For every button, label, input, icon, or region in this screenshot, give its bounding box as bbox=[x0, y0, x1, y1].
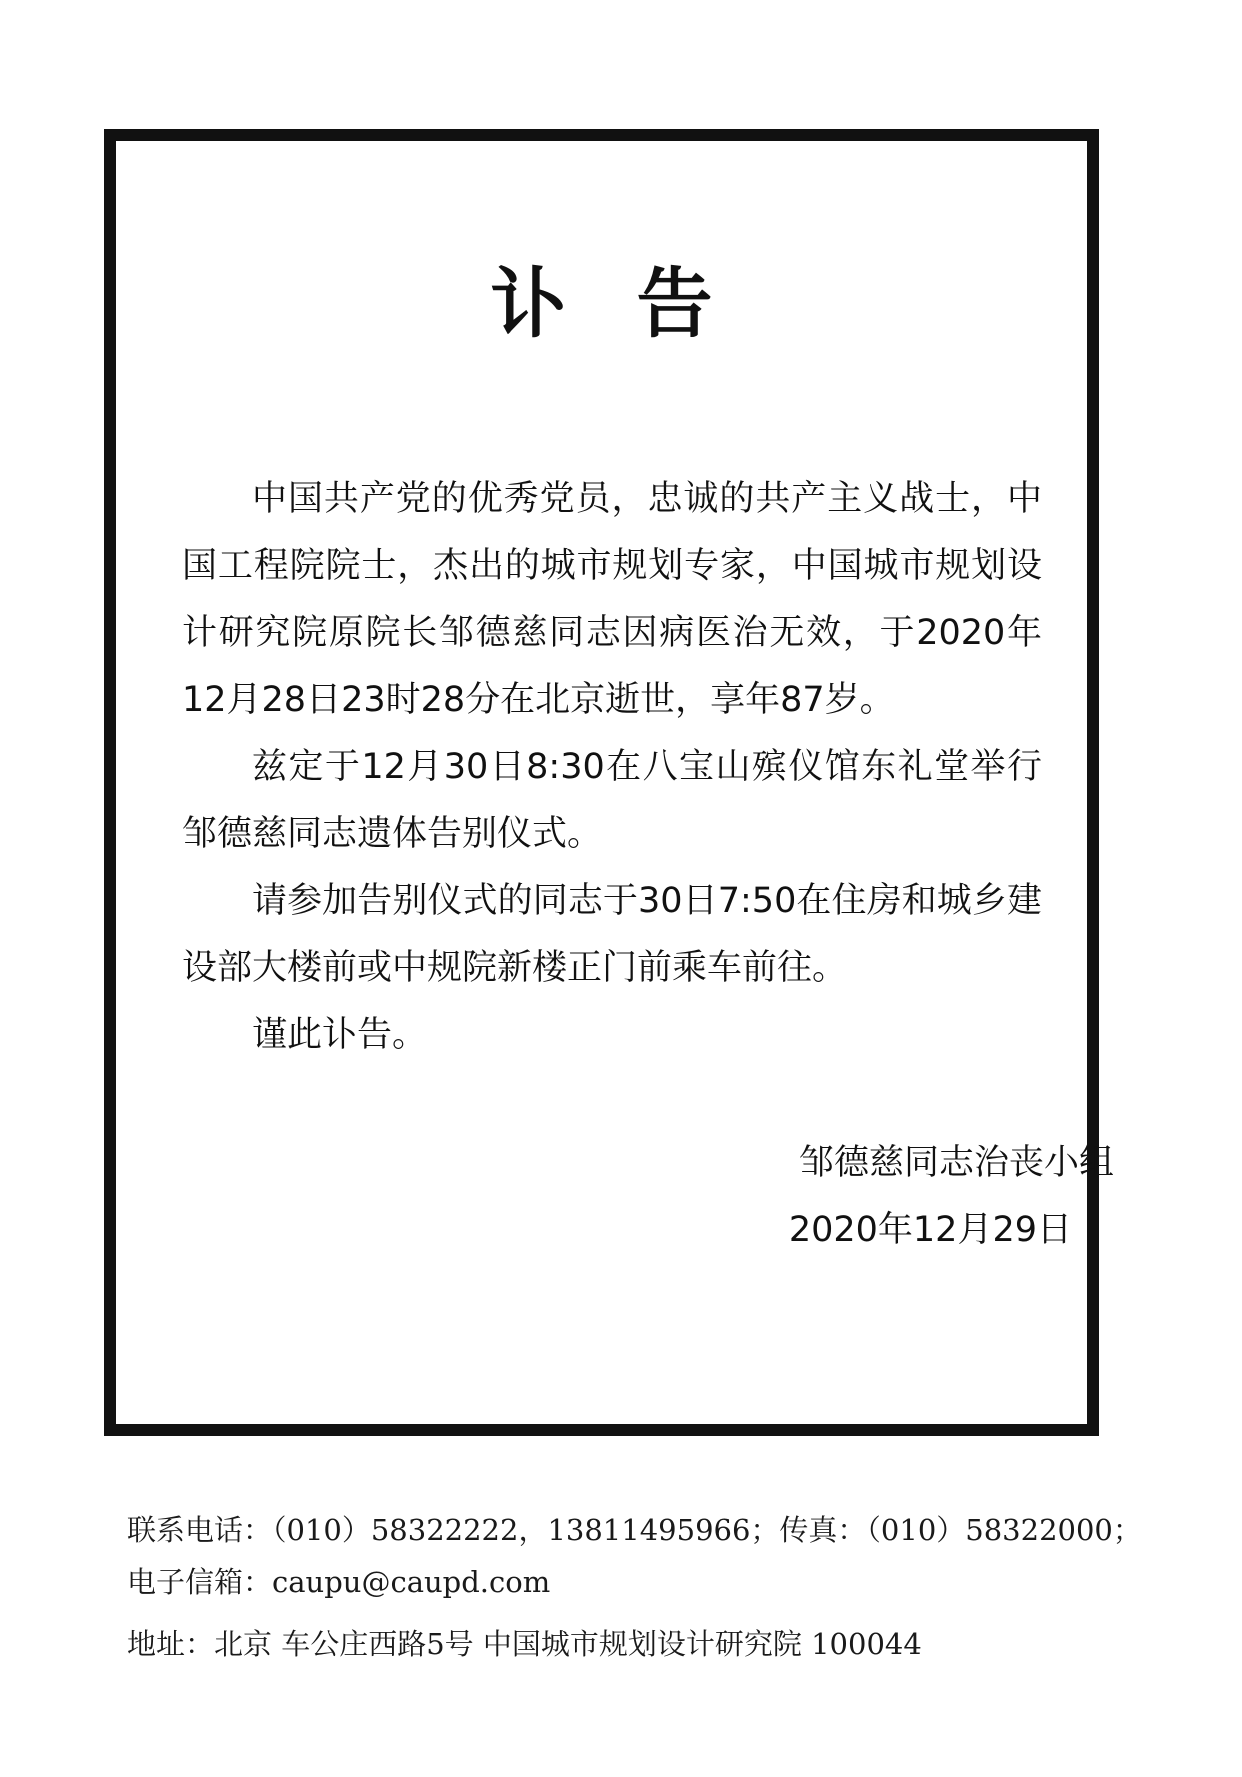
notice-paragraph-transport: 请参加告别仪式的同志于30日7:50在住房和城乡建设部大楼前或中规院新楼正门前乘车前往。 bbox=[182, 881, 1042, 988]
notice-paragraph-announcement: 中国共产党的优秀党员，忠诚的共产主义战士，中国工程院院士，杰出的城市规划专家，中国城市规划设计研究院原院长邹德慈同志因病医治无效，于2020年12月28日23时28分在北京逝世，享年87岁。 bbox=[182, 479, 1042, 720]
contact-email-label: 电子信箱： bbox=[127, 1565, 273, 1599]
contact-email-address[interactable]: caupu@caupd.com bbox=[272, 1565, 551, 1599]
signature-date: 2020年12月29日 bbox=[788, 1210, 1072, 1250]
notice-paragraph-closing: 谨此讣告。 bbox=[252, 1015, 428, 1055]
notice-body bbox=[182, 466, 1042, 1069]
notice-paragraph-ceremony: 兹定于12月30日8:30在八宝山殡仪馆东礼堂举行邹德慈同志遗体告别仪式。 bbox=[182, 747, 1042, 854]
contact-address: 地址：北京 车公庄西路5号 中国城市规划设计研究院 100044 bbox=[127, 1627, 922, 1661]
contact-phone-fax: 联系电话：（010）58322222，13811495966；传真：（010）58322000； bbox=[127, 1513, 1142, 1547]
signature-organization: 邹德慈同志治丧小组 bbox=[798, 1143, 1114, 1183]
notice-title: 讣告 bbox=[490, 259, 783, 348]
contact-email-line bbox=[127, 1560, 550, 1601]
